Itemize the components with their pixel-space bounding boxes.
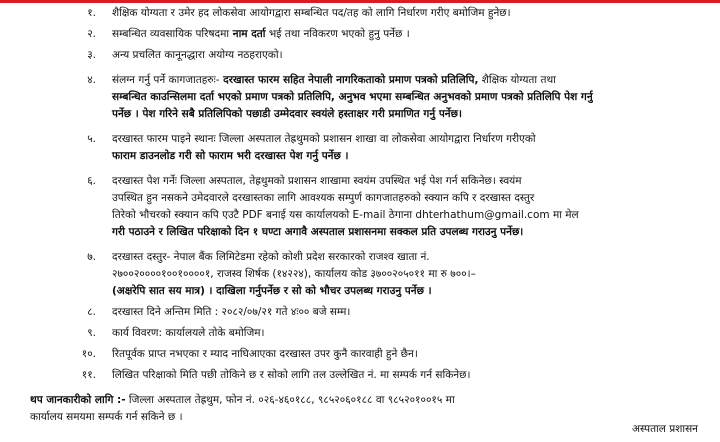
item-number: १. (87, 7, 96, 19)
item-number: ७. (87, 251, 96, 263)
signature: अस्पताल प्रशासन (632, 423, 698, 435)
list-item-10 (0, 346, 720, 363)
item-text-part: सम्बन्धित व्यवसायिक परिषदमा (112, 28, 230, 40)
item-text-line: २७००२००००१००१००००१, राजस्व शिर्षक (१४२२४), कार्यालय कोड ३७००२०५०११ मा रु ७००।– (112, 268, 476, 280)
item-text (112, 72, 672, 123)
item-text-part: संलग्न गर्नु पर्ने कागजातहरुः- (112, 74, 220, 86)
list-item-3 (0, 47, 720, 64)
item-text-line: उपस्थित हुन नसकने उमेदवारले दरखास्तका लागि आवश्यक सम्पुर्ण कागजातहरुको स्क्यान कपि र दरखास्त दस्तुर (112, 192, 535, 204)
item-number: ५. (87, 133, 96, 145)
list-item-2 (0, 26, 720, 43)
item-text-line: दरखास्त दस्तुर- नेपाल बैंक लिमिटेडमा रहेको कोशी प्रदेश सरकारको राजश्व खाता नं. (112, 251, 430, 263)
list-item-1 (0, 5, 720, 22)
contact-text: कार्यालय समयमा सम्पर्क गर्न सकिने छ । (30, 411, 183, 423)
item-text-line: फाराम डाउनलोड गरी सो फाराम भरी दरखास्त पेश गर्नु पर्नेछ । (112, 150, 349, 162)
item-text (112, 249, 672, 300)
item-text-bold: नाम दर्ता (229, 28, 266, 40)
contact-text: जिल्ला अस्पताल तेह्रथुम, फोन नं. ०२६-४६०१८८, ९८५२०६०१८८ वा ९८५२०१००१५ मा (125, 394, 455, 406)
item-text-line: पर्नेछ । पेश गरिने सबै प्रतिलिपिको पछाडी उम्मेदवार स्वयंले हस्ताक्षर गरी प्रमाणित गर्नु पर्नेछ। (112, 108, 462, 120)
item-text-line: गरी पठाउने र लिखित परिक्षाको दिन १ घण्टा अगावै अस्पताल प्रशासनमा सक्कल प्रति उपलब्ध गराउनु पर्नेछ। (112, 226, 524, 238)
item-number: १०. (81, 348, 96, 360)
item-text-part: शैक्षिक योग्यता तथा (478, 74, 556, 86)
contact-label: थप जानकारीको लागि :- (30, 394, 126, 406)
item-text-line: (अक्षरेपि सात सय मात्र) । दाखिला गर्नुपर्नेछ र सो को भौचर उपलब्ध गराउनु पर्नेछ । (112, 285, 432, 297)
item-text-line: तिरेको भौचरको स्क्यान कपि एउटै PDF बनाई यस कार्यालयको E-mail ठेगाना dhterhathum@gmail.com मा मेल (112, 209, 579, 221)
item-text: लिखित परिक्षाको मिति पछी तोकिने छ र सोको लागि तल उल्लेखित नं. मा सम्पर्क गर्न सकिनेछ। (112, 369, 471, 381)
item-text: शैक्षिक योग्यता र उमेर हद लोकसेवा आयोगद्वारा सम्बन्धित पद/तह को लागि निर्धारण गरीए बमोजिम हुनेछ। (112, 7, 511, 19)
item-text-part: भई तथा नविकरण भएको हुनु पर्नेछ । (265, 28, 410, 40)
item-number: २. (87, 28, 96, 40)
item-number: ४. (87, 74, 96, 86)
notice-body (0, 5, 720, 426)
item-text: दरखास्त दिने अन्तिम मिति : २०८२/०७/२१ गते ४ः०० बजे सम्म। (112, 306, 351, 318)
list-item-6 (0, 173, 720, 241)
item-text-line: सम्बन्धित काउन्सिलमा दर्ता भएको प्रमाण पत्रको प्रतिलिपि, अनुभव भएमा सम्बन्धित अनुभवको प्रमाण पत्रको प्रतिलिपि पेश गर्नु (112, 91, 593, 103)
list-item-4 (0, 72, 720, 123)
item-number: ३. (87, 49, 96, 61)
item-number: ११. (81, 369, 96, 381)
item-number: ९. (87, 327, 96, 339)
list-item-8 (0, 304, 720, 321)
item-text (112, 131, 672, 165)
item-text: कार्य विवरण: कार्यालयले तोके बमोजिम। (112, 327, 265, 339)
item-text-line: दरखास्त पेश गर्नेः जिल्ला अस्पताल, तेह्रथुमको प्रशासन शाखामा स्वयंम उपस्थित भई पेश गर्न सकिनेछ। स्वयंम (112, 175, 522, 187)
item-text: अन्य प्रचलित कानूनद्धारा अयोग्य नठहराएको। (112, 49, 283, 61)
item-number: ६. (87, 175, 96, 187)
item-number: ८. (87, 306, 96, 318)
list-item-7 (0, 249, 720, 300)
item-text (112, 26, 672, 43)
list-item-11 (0, 367, 720, 384)
contact-info (30, 392, 698, 426)
list-item-9 (0, 325, 720, 342)
list-item-5 (0, 131, 720, 165)
item-text (112, 173, 672, 241)
item-text-line: दरखास्त फारम पाइने स्थानः जिल्ला अस्पताल तेह्रथुमको प्रशासन शाखा वा लोकसेवा आयोगद्वारा निर्धारण गरीएको (112, 133, 536, 145)
item-text: रितपूर्वक प्राप्त नभएका र म्याद नाघिआएका दरखास्त उपर कुनै कारवाही हुने छैन। (112, 348, 418, 360)
item-text-bold: दरखास्त फारम सहित नेपाली नागरिकताको प्रमाण पत्रको प्रतिलिपि, (219, 74, 479, 86)
top-rule (0, 0, 720, 3)
